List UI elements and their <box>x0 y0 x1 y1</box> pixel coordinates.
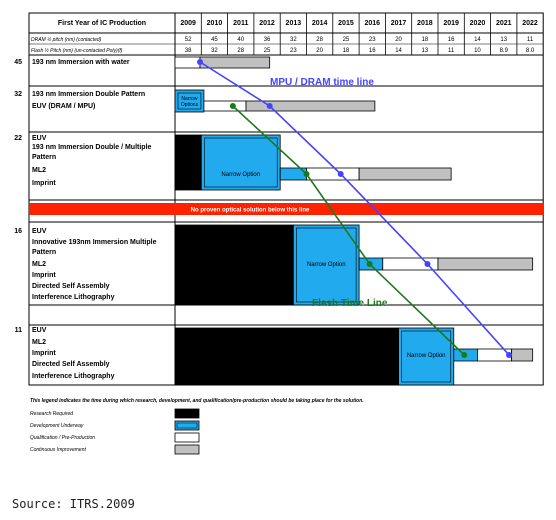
year-label: 2011 <box>233 20 249 27</box>
year-label: 2022 <box>522 20 538 27</box>
technology-label: 193 nm Immersion Double Pattern <box>32 91 146 98</box>
mpu-dram-point <box>506 352 512 358</box>
legend-item-label: Research Required <box>30 411 74 417</box>
pitch-value: 25 <box>263 48 271 54</box>
pitch-value: 16 <box>368 48 376 54</box>
research-bar <box>175 328 399 385</box>
banner-text: No proven optical solution below this line <box>190 207 310 214</box>
year-label: 2009 <box>180 20 196 27</box>
continuous-bar <box>512 349 533 361</box>
legend-swatch-qualification <box>175 433 199 442</box>
year-label: 2015 <box>338 20 354 27</box>
mpu-dram-label: MPU / DRAM time line <box>270 77 374 88</box>
qualification-bar <box>307 168 360 180</box>
pitch-value: 32 <box>290 37 297 43</box>
legend-swatch-research <box>175 409 199 418</box>
node-label: 22 <box>14 135 22 142</box>
pitch-value: 8.9 <box>499 48 508 54</box>
flash-point <box>367 261 373 267</box>
mpu-dram-point <box>424 261 430 267</box>
mpu-dram-point <box>338 171 344 177</box>
node-label: 32 <box>14 91 22 98</box>
pitch-value: 20 <box>395 37 402 43</box>
legend-item-label: Development Underway <box>30 423 84 429</box>
technology-label: Innovative 193nm Immersion Multiple <box>32 239 157 246</box>
pitch-value: 18 <box>421 37 429 43</box>
pitch-value: 8.0 <box>525 48 535 54</box>
technology-label: Pattern <box>32 249 57 256</box>
bar-option-label: Narrow <box>181 96 198 102</box>
year-label: 2017 <box>390 20 407 27</box>
technology-label: 193 nm Immersion Double / Multiple <box>32 144 152 151</box>
pitch-value: 18 <box>342 48 350 54</box>
pitch-value: 11 <box>526 37 534 43</box>
legend-item-label: Qualification / Pre-Production <box>30 435 96 441</box>
technology-label: EUV (DRAM / MPU) <box>32 103 96 110</box>
year-label: 2021 <box>495 20 512 27</box>
pitch-value: 36 <box>263 37 271 43</box>
technology-label: Directed Self Assembly <box>32 283 110 290</box>
research-bar <box>175 135 201 190</box>
legend-item-label: Continuous Improvement <box>30 447 86 453</box>
year-label: 2016 <box>364 20 381 27</box>
year-label: 2010 <box>206 20 223 27</box>
technology-label: 193 nm Immersion with water <box>32 59 130 66</box>
pitch-row-label: Flash ½ Pitch (nm) (un-contacted Poly)(f) <box>31 48 123 54</box>
pitch-value: 23 <box>368 37 376 43</box>
technology-label: ML2 <box>32 261 46 268</box>
pitch-value: 38 <box>184 48 192 54</box>
technology-label: EUV <box>32 327 47 334</box>
header-title: First Year of IC Production <box>57 20 147 27</box>
bar-option-label: Narrow Option <box>221 172 261 178</box>
development-bar <box>201 135 280 190</box>
bar-option-label: Narrow Option <box>306 262 346 268</box>
technology-label: ML2 <box>32 167 46 174</box>
pitch-value: 16 <box>447 37 455 43</box>
bar-option-label: Options <box>180 102 199 108</box>
legend-swatch-continuous <box>175 445 199 454</box>
pitch-value: 11 <box>448 48 455 54</box>
pitch-value: 14 <box>395 48 402 54</box>
pitch-value: 13 <box>421 48 429 54</box>
technology-label: Directed Self Assembly <box>32 361 110 368</box>
continuous-bar <box>200 57 270 68</box>
flash-point <box>461 352 467 358</box>
technology-label: Interference Lithography <box>32 373 115 380</box>
qualification-bar <box>204 101 246 111</box>
continuous-bar <box>438 258 533 270</box>
continuous-bar <box>359 168 451 180</box>
mpu-dram-point <box>197 59 203 65</box>
pitch-value: 28 <box>316 37 323 43</box>
year-label: 2012 <box>259 20 275 27</box>
technology-label: ML2 <box>32 339 46 346</box>
pitch-value: 32 <box>211 48 218 54</box>
technology-label: Imprint <box>32 272 56 279</box>
pitch-value: 28 <box>237 48 245 54</box>
flash-point <box>230 103 236 109</box>
technology-label: Pattern <box>32 154 57 161</box>
pitch-value: 25 <box>342 37 350 43</box>
pitch-value: 45 <box>211 37 218 43</box>
technology-label: Interference Lithography <box>32 294 115 301</box>
technology-label: Imprint <box>32 180 56 187</box>
year-label: 2013 <box>285 20 302 27</box>
technology-label: EUV <box>32 135 47 142</box>
pitch-value: 14 <box>474 37 481 43</box>
node-label: 45 <box>14 59 22 66</box>
pitch-value: 23 <box>290 48 297 54</box>
node-label: 16 <box>14 228 22 235</box>
legend-note: This legend indicates the time during which research, development, and qualification/pre-production should be taking place for the solution. <box>30 398 364 404</box>
node-label: 11 <box>14 327 22 334</box>
pitch-value: 20 <box>316 48 323 54</box>
legend-swatch-development <box>175 421 199 430</box>
pitch-row-label: DRAM ½ pitch (nm) (contacted) <box>31 37 102 43</box>
source-citation: Source: ITRS.2009 <box>12 497 135 511</box>
mpu-dram-point <box>267 103 273 109</box>
pitch-value: 13 <box>500 37 508 43</box>
bar-option-label: Narrow Option <box>406 353 446 359</box>
research-bar <box>175 225 293 305</box>
flash-point <box>304 171 310 177</box>
year-label: 2019 <box>443 20 459 27</box>
technology-label: Imprint <box>32 350 56 357</box>
qualification-bar <box>175 57 200 68</box>
pitch-value: 52 <box>184 37 192 43</box>
year-label: 2020 <box>469 20 486 27</box>
technology-label: EUV <box>32 228 47 235</box>
year-label: 2014 <box>311 20 328 27</box>
pitch-value: 40 <box>237 37 245 43</box>
flash-label: Flash Time Line <box>312 298 388 309</box>
year-label: 2018 <box>417 20 433 27</box>
pitch-value: 10 <box>474 48 481 54</box>
